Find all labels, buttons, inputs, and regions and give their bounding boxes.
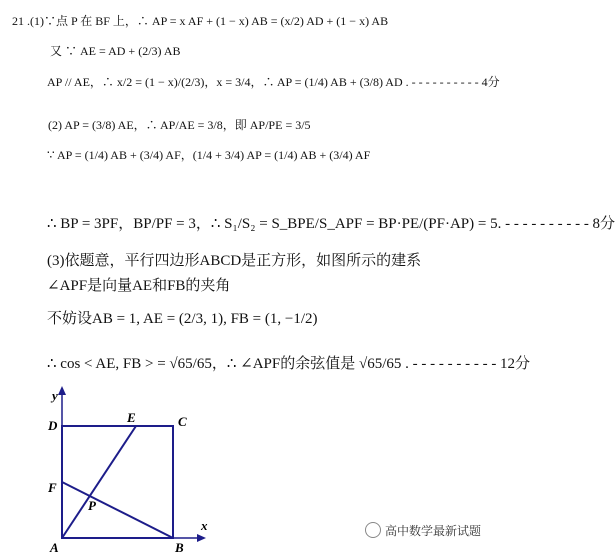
- label-f: F: [48, 480, 57, 495]
- label-p: P: [88, 498, 96, 513]
- watermark-text: 高中数学最新试题: [385, 524, 482, 538]
- watermark: [365, 522, 481, 539]
- segment-fb: [62, 482, 173, 538]
- label-x: x: [201, 518, 208, 533]
- line-8: ∠APF是向量AE和FB的夹角: [47, 278, 231, 294]
- square-abcd: [62, 426, 173, 538]
- wechat-logo-icon: [365, 522, 381, 538]
- line-6: ∴ BP = 3PF，BP/PF = 3，∴ S₁/S₂ = S_BPE/S_APF = BP·PE/(PF·AP) = 5. - - - - - - - - - - 8分: [47, 216, 615, 232]
- y-axis-arrow: [58, 386, 66, 395]
- line-4: (2) AP = (3/8) AE，∴ AP/AE = 3/8，即 AP/PE = 3/5: [48, 118, 311, 132]
- line-5: ∵ AP = (1/4) AB + (3/4) AF，(1/4 + 3/4) AP = (1/4) AB + (3/4) AF: [47, 148, 371, 162]
- label-d: D: [48, 418, 58, 433]
- line-9: 不妨设AB = 1, AE = (2/3, 1), FB = (1, −1/2): [47, 311, 318, 327]
- label-y: y: [52, 388, 58, 403]
- label-b: B: [175, 540, 184, 555]
- line-1: 21 .(1)∵点 P 在 BF 上，∴ AP = x AF + (1 − x) AB = (x/2) AD + (1 − x) AB: [12, 14, 389, 28]
- label-c: C: [178, 414, 187, 429]
- label-e: E: [127, 410, 136, 425]
- line-3: AP // AE，∴ x/2 = (1 − x)/(2/3)，x = 3/4，∴ AP = (1/4) AB + (3/8) AD . - - - - - - - - - - 4分: [47, 75, 500, 89]
- segment-ae: [62, 426, 136, 538]
- square-figure: [0, 380, 260, 556]
- line-7: (3)依题意，平行四边形ABCD是正方形，如图所示的建系: [47, 253, 422, 269]
- line-2: 又 ∵ AE = AD + (2/3) AB: [50, 44, 181, 58]
- x-axis-arrow: [197, 534, 206, 542]
- line-10: ∴ cos < AE, FB > = √65/65，∴ ∠APF的余弦值是 √65/65 . - - - - - - - - - - 12分: [47, 356, 531, 372]
- label-a: A: [50, 540, 59, 555]
